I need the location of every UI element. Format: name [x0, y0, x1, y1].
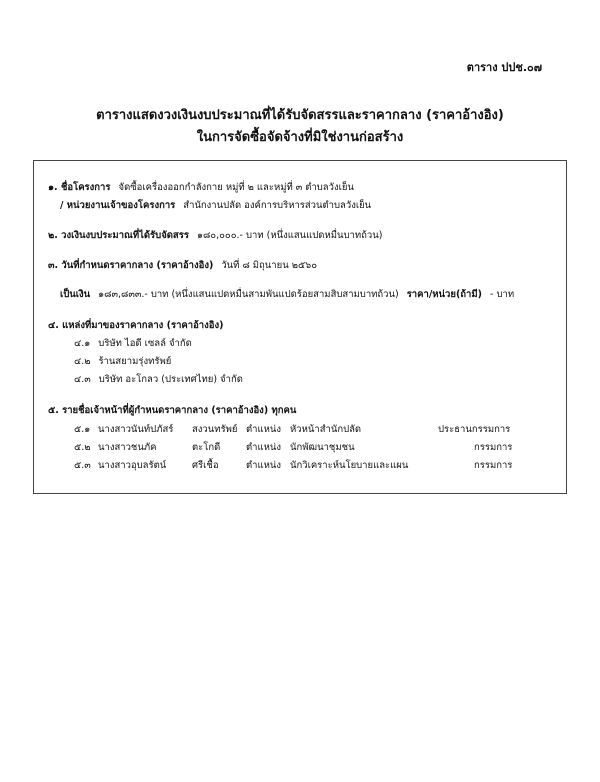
member-position-label: ตำแหน่ง: [246, 424, 282, 435]
member-role: กรรมการ: [474, 442, 513, 453]
per-unit-label: ราคา/หน่วย(ถ้ามี): [406, 289, 482, 300]
section4-label: ๔. แหล่งที่มาของราคากลาง (ราคาอ้างอิง): [48, 320, 224, 331]
source-item-no: ๔.๑: [74, 338, 91, 349]
form-code: ตาราง ปปช.๐๗: [466, 61, 542, 74]
project-name-label: ๑. ชื่อโครงการ: [48, 182, 111, 193]
budget-label: ๒. วงเงินงบประมาณที่ได้รับจัดสรร: [48, 230, 189, 241]
source-item-text: บริษัท ไอดี เซลล์ จำกัด: [98, 338, 192, 349]
member-first-name: นางสาวนันท์ปภัสร์: [98, 424, 174, 435]
money-label: เป็นเงิน: [60, 289, 91, 300]
member-no: ๕.๒: [74, 442, 91, 453]
source-item: [74, 355, 171, 369]
member-last-name: ตะโกดี: [192, 442, 221, 453]
member-role: กรรมการ: [474, 460, 513, 471]
member-position-label: ตำแหน่ง: [246, 460, 282, 471]
section1-unit: [60, 199, 371, 213]
member-first-name: นางสาวชนภัค: [98, 442, 157, 453]
member-position-label: ตำแหน่ง: [246, 442, 282, 453]
source-item: [74, 373, 243, 387]
money-value: ๑๘๓,๘๓๓.- บาท (หนึ่งแสนแปดหมื่นสามพันแปดร้อยสามสิบสามบาทถ้วน): [98, 289, 399, 300]
project-name-value: จัดซื้อเครื่องออกกำลังกาย หมู่ที่ ๒ และหมู่ที่ ๓ ตำบลวังเย็น: [118, 182, 354, 193]
section3-money: [60, 288, 514, 302]
per-unit-value: - บาท: [490, 289, 515, 300]
member-position: หัวหน้าสำนักปลัด: [290, 424, 362, 435]
content-box: [33, 160, 567, 494]
budget-value: ๑๘๐,๐๐๐.- บาท (หนึ่งแสนแปดหมื่นบาทถ้วน): [196, 230, 383, 241]
member-first-name: นางสาวอุบลรัตน์: [98, 460, 167, 471]
section3-date: [48, 259, 317, 273]
price-date-label: ๓. วันที่กำหนดราคากลาง (ราคาอ้างอิง): [48, 260, 214, 271]
price-date-value: วันที่ ๘ มิถุนายน ๒๕๖๐: [221, 260, 317, 271]
document-title-line1: ตารางแสดงวงเงินงบประมาณที่ได้รับจัดสรรและราคากลาง (ราคาอ้างอิง): [96, 108, 504, 123]
section2-budget: [48, 229, 382, 243]
member-role: ประธานกรรมการ: [438, 424, 511, 435]
member-last-name: สงวนทรัพย์: [192, 424, 238, 435]
project-unit-value: สำนักงานปลัด องค์การบริหารส่วนตำบลวังเย็น: [183, 200, 372, 211]
member-position: นักวิเคราะห์นโยบายและแผน: [290, 460, 409, 471]
section1-project: [48, 181, 354, 195]
source-item: [74, 337, 192, 351]
member-position: นักพัฒนาชุมชน: [290, 442, 355, 453]
document-title-line2: ในการจัดซื้อจัดจ้างที่มิใช่งานก่อสร้าง: [196, 130, 404, 145]
source-item-text: บริษัท อะโกลว (ประเทศไทย) จำกัด: [98, 374, 243, 385]
project-unit-label: / หน่วยงานเจ้าของโครงการ: [60, 200, 176, 211]
source-item-text: ร้านสยามรุ่งทรัพย์: [98, 356, 172, 367]
source-item-no: ๔.๓: [74, 374, 91, 385]
member-no: ๕.๑: [74, 424, 91, 435]
member-no: ๕.๓: [74, 460, 91, 471]
source-item-no: ๔.๒: [74, 356, 91, 367]
member-last-name: ศรีเชื้อ: [192, 460, 219, 471]
section5-label: ๕. รายชื่อเจ้าหน้าที่ผู้กำหนดราคากลาง (ราคาอ้างอิง) ทุกคน: [48, 405, 297, 416]
